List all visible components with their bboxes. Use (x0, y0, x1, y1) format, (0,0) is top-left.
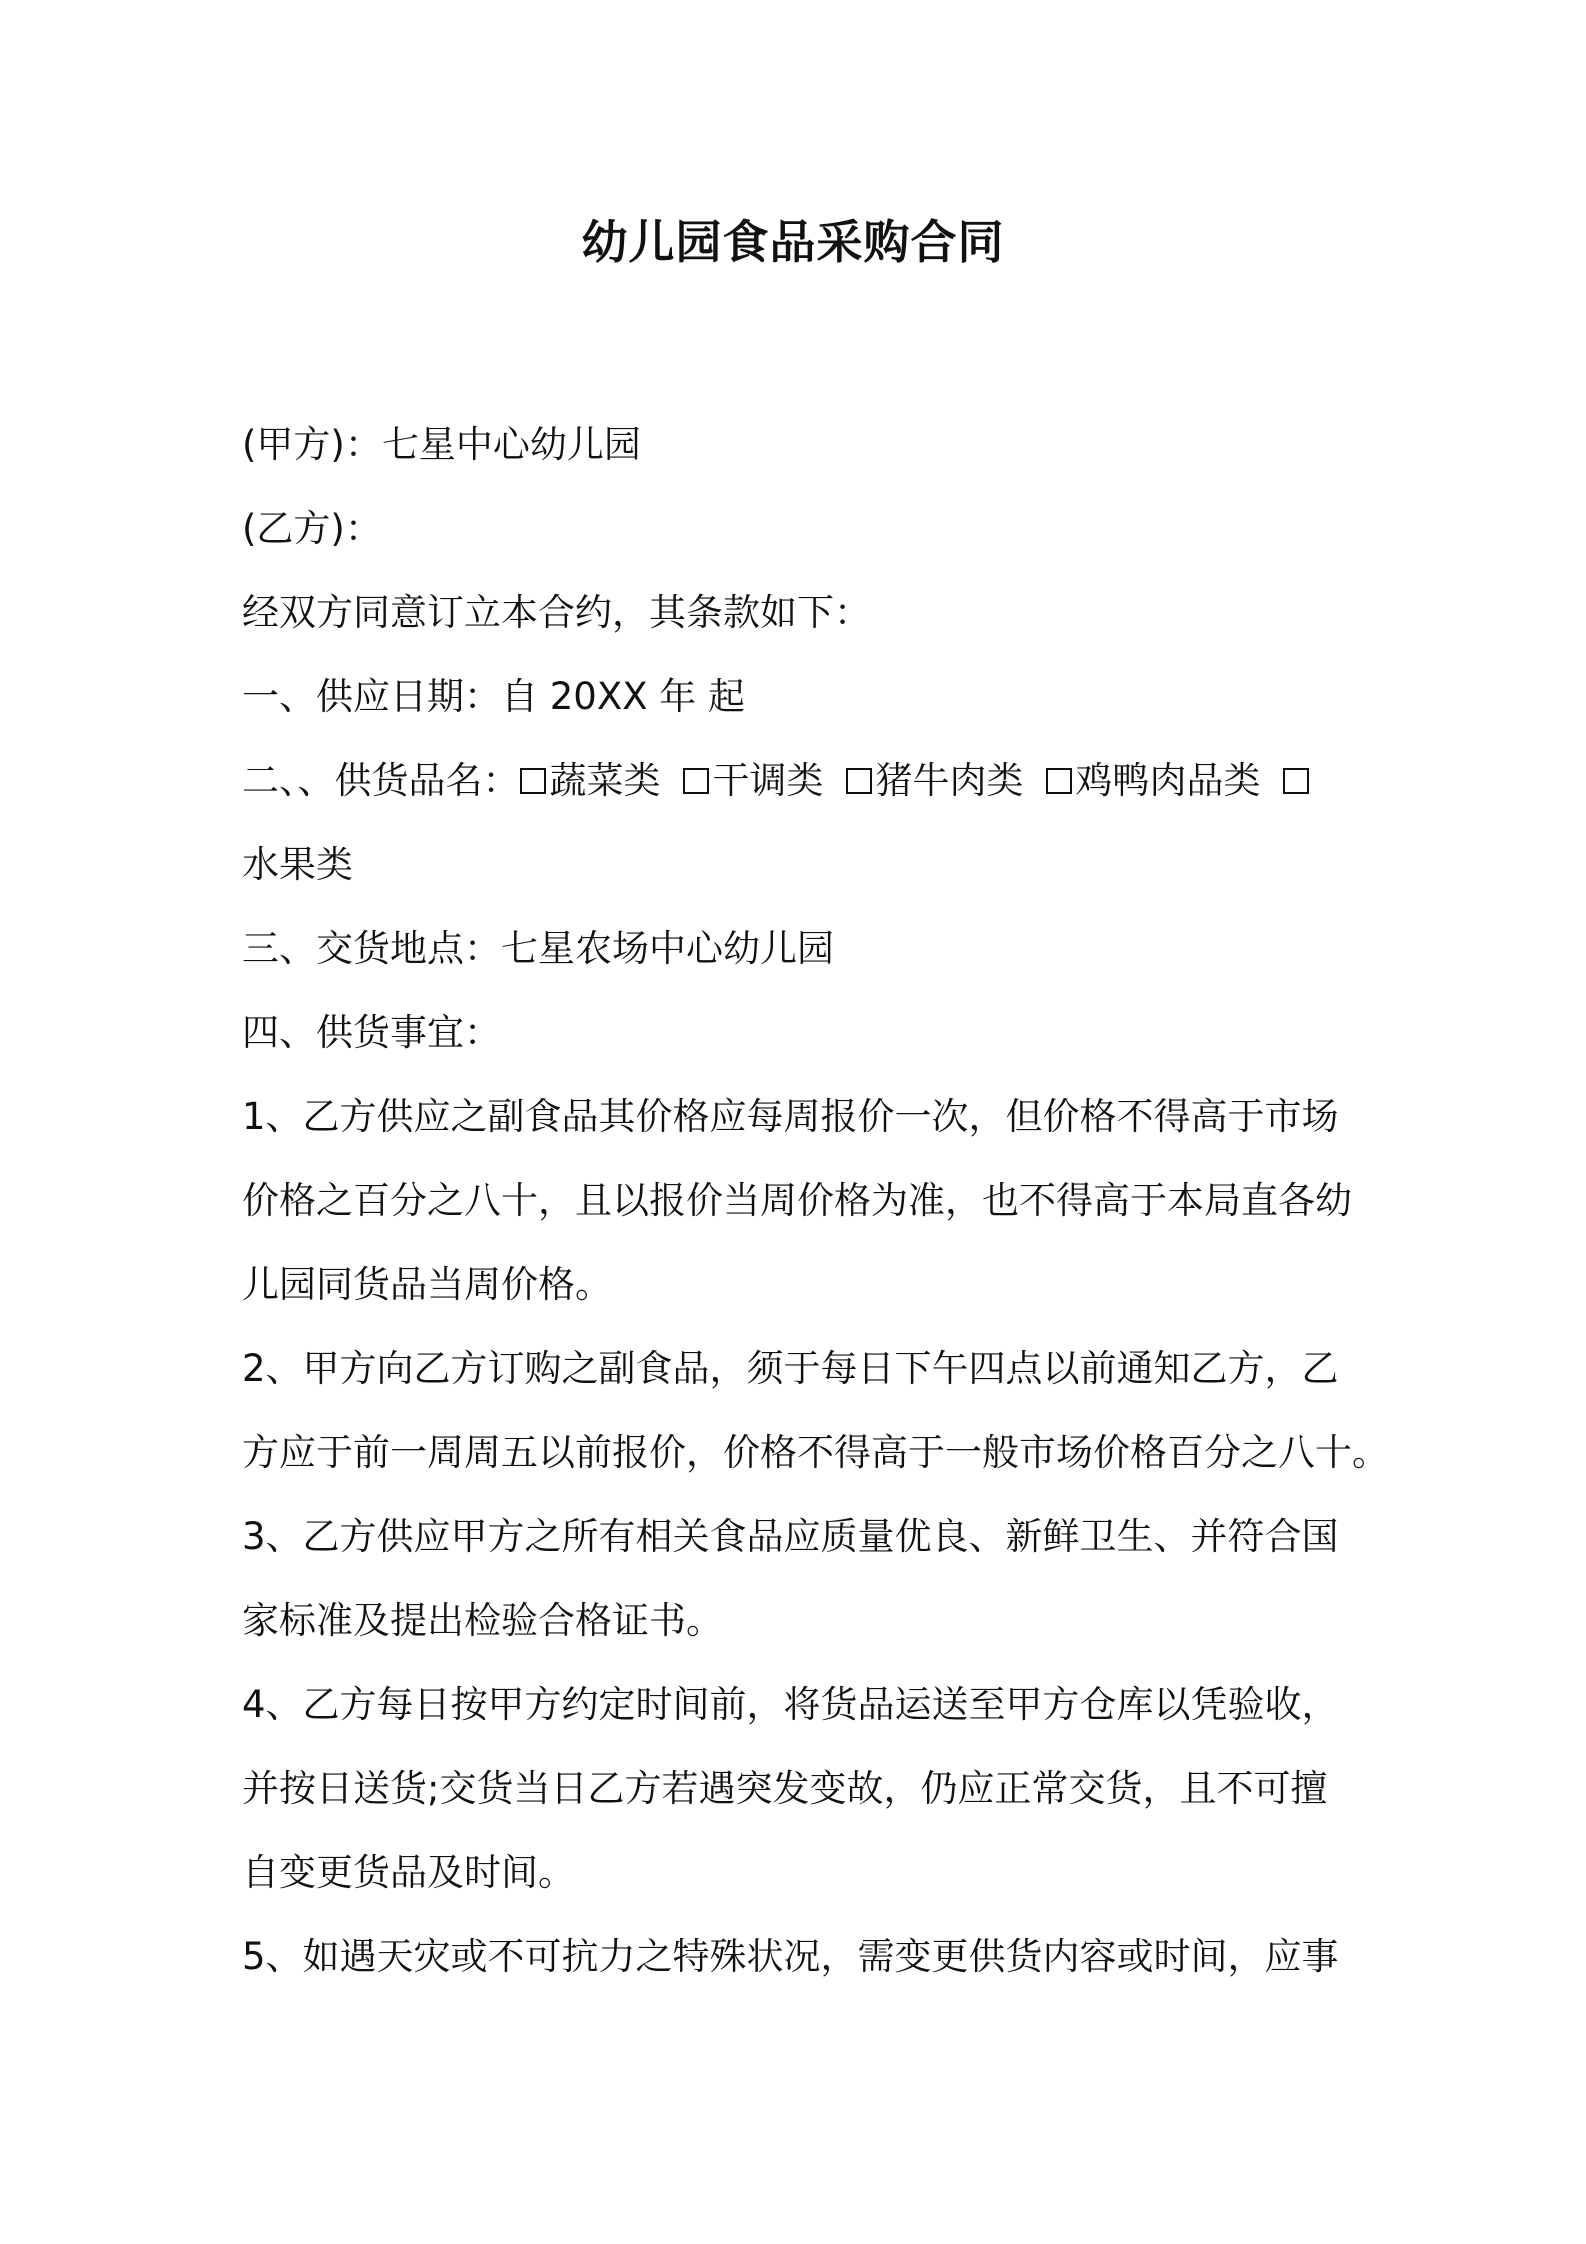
clause-4-line-1: 4、乙方每日按甲方约定时间前，将货品运送至甲方仓库以凭验收， (242, 1683, 1339, 1726)
party-b-line: (乙方)： (242, 507, 382, 550)
clause-4-line-2: 并按日送货;交货当日乙方若遇突发变故，仍应正常交货，且不可擅 (242, 1767, 1328, 1810)
supply-items-label: 二、、供货品名： (242, 759, 520, 802)
option-dried-seasoning-label: 干调类 (712, 759, 824, 802)
agreement-intro-line: 经双方同意订立本合约，其条款如下： (242, 591, 871, 634)
option-poultry-label: 鸡鸭肉品类 (1075, 759, 1261, 802)
clause-1-line-3: 儿园同货品当周价格。 (242, 1263, 612, 1306)
document-body (242, 403, 1389, 1999)
checkbox-dried-seasoning[interactable] (683, 768, 709, 794)
checkbox-fruit[interactable] (1283, 768, 1309, 794)
option-pork-beef-label: 猪牛肉类 (875, 759, 1024, 802)
clause-5-line-1: 5、如遇天灾或不可抗力之特殊状况，需变更供货内容或时间，应事 (242, 1935, 1339, 1978)
supply-items-line (242, 739, 1362, 823)
supply-date-line: 一、供应日期：自 20XX 年 起 (242, 675, 746, 718)
clause-3-line-2: 家标准及提出检验合格证书。 (242, 1599, 723, 1642)
option-vegetables-label: 蔬菜类 (549, 759, 661, 802)
checkbox-poultry[interactable] (1046, 768, 1072, 794)
document-title: 幼儿园食品采购合同 (581, 215, 1005, 269)
fruit-option-line: 水果类 (242, 843, 353, 886)
checkbox-vegetables[interactable] (520, 768, 546, 794)
party-a-line: (甲方)：七星中心幼儿园 (242, 423, 641, 466)
clause-2-line-2: 方应于前一周周五以前报价，价格不得高于一般市场价格百分之八十。 (242, 1431, 1389, 1474)
supply-matters-heading: 四、供货事宜： (242, 1011, 501, 1054)
clause-1-line-1: 1、乙方供应之副食品其价格应每周报价一次，但价格不得高于市场 (242, 1095, 1339, 1138)
delivery-location-line: 三、交货地点：七星农场中心幼儿园 (242, 927, 834, 970)
clause-3-line-1: 3、乙方供应甲方之所有相关食品应质量优良、新鲜卫生、并符合国 (242, 1515, 1339, 1558)
clause-2-line-1: 2、甲方向乙方订购之副食品，须于每日下午四点以前通知乙方，乙 (242, 1347, 1339, 1390)
clause-4-line-3: 自变更货品及时间。 (242, 1851, 575, 1894)
clause-1-line-2: 价格之百分之八十，且以报价当周价格为准，也不得高于本局直各幼 (242, 1179, 1352, 1222)
checkbox-pork-beef[interactable] (846, 768, 872, 794)
